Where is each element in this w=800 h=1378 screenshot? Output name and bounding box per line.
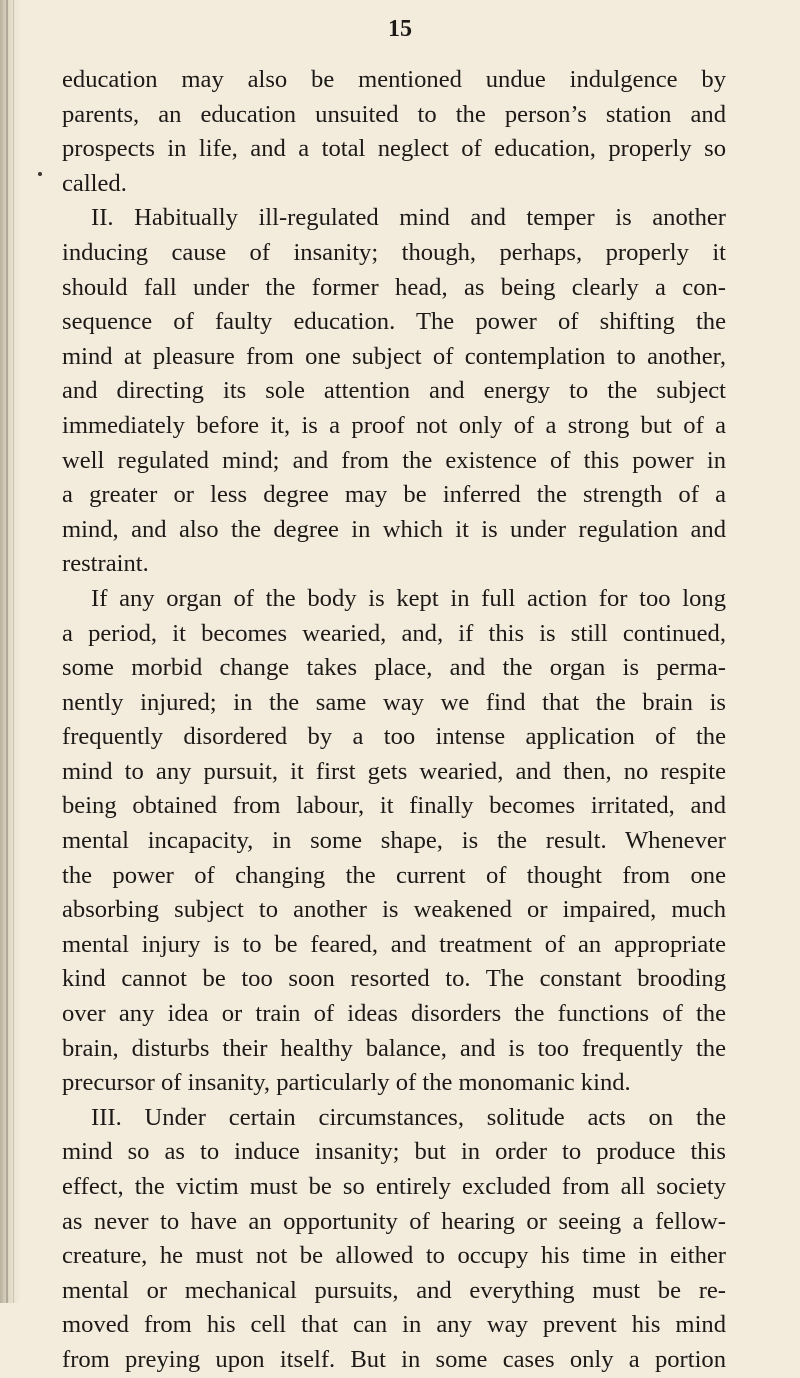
text-line: mind, and also the degree in which it is under regulation and [62, 515, 726, 543]
text-line: well regulated mind; and from the existence of this power in [62, 446, 726, 474]
text-line: prospects in life, and a total neglect of education, properly so [62, 135, 726, 163]
text-line: should fall under the former head, as being clearly a con- [62, 273, 726, 301]
text-line: some morbid change takes place, and the organ is perma- [62, 654, 726, 682]
body-text [62, 63, 726, 1378]
text-line: mental injury is to be feared, and treatment of an appropriate [62, 930, 726, 958]
binding-gutter [0, 0, 22, 1303]
text-line: II. Habitually ill-regulated mind and temper is another [91, 204, 726, 232]
text-line: creature, he must not be allowed to occupy his time in either [62, 1242, 726, 1270]
text-line: over any idea or train of ideas disorders the functions of the [62, 1000, 726, 1028]
text-line: sequence of faulty education. The power of shifting the [62, 308, 726, 336]
text-line: mind to any pursuit, it first gets wearied, and then, no respite [62, 757, 726, 785]
text-line: absorbing subject to another is weakened or impaired, much [62, 896, 726, 924]
text-line: parents, an education unsuited to the person’s station and [62, 100, 726, 128]
text-line: a period, it becomes wearied, and, if this is still continued, [62, 619, 726, 647]
text-line: mental or mechanical pursuits, and everything must be re- [62, 1276, 726, 1304]
text-line: effect, the victim must be so entirely excluded from all society [62, 1173, 726, 1200]
text-line: as never to have an opportunity of hearing or seeing a fellow- [62, 1207, 726, 1235]
text-line: mind so as to induce insanity; but in order to produce this [62, 1138, 726, 1166]
text-line: If any organ of the body is kept in full action for too long [91, 584, 726, 612]
text-line: and directing its sole attention and energy to the subject [62, 377, 726, 405]
text-line: immediately before it, is a proof not only of a strong but of a [62, 411, 726, 439]
text-line: the power of changing the current of thought from one [62, 861, 726, 889]
text-line: called. [62, 169, 127, 197]
text-line: frequently disordered by a too intense application of the [62, 723, 726, 751]
text-line: moved from his cell that can in any way prevent his mind [62, 1311, 726, 1339]
text-line: inducing cause of insanity; though, perhaps, properly it [62, 238, 726, 266]
text-line: III. Under certain circumstances, solitude acts on the [91, 1103, 726, 1131]
text-line: precursor of insanity, particularly of the monomanic kind. [62, 1069, 631, 1097]
text-line: from preying upon itself. But in some cases only a portion [62, 1345, 726, 1373]
text-line: being obtained from labour, it finally becomes irritated, and [62, 792, 726, 820]
text-line: restraint. [62, 550, 149, 578]
text-line: brain, disturbs their healthy balance, and is too frequently the [62, 1034, 726, 1062]
binding-edge-line [6, 0, 8, 1303]
text-line: mental incapacity, in some shape, is the result. Whenever [62, 827, 726, 855]
text-line: kind cannot be too soon resorted to. The constant brooding [62, 965, 726, 993]
stray-ink-mark [38, 172, 42, 176]
text-line: mind at pleasure from one subject of contemplation to another, [62, 342, 726, 370]
text-line: education may also be mentioned undue indulgence by [62, 66, 726, 93]
text-line: a greater or less degree may be inferred the strength of a [62, 481, 726, 509]
text-line: nently injured; in the same way we find that the brain is [62, 688, 726, 716]
binding-edge-line-inner [13, 0, 14, 1303]
page-number: 15 [388, 16, 412, 42]
